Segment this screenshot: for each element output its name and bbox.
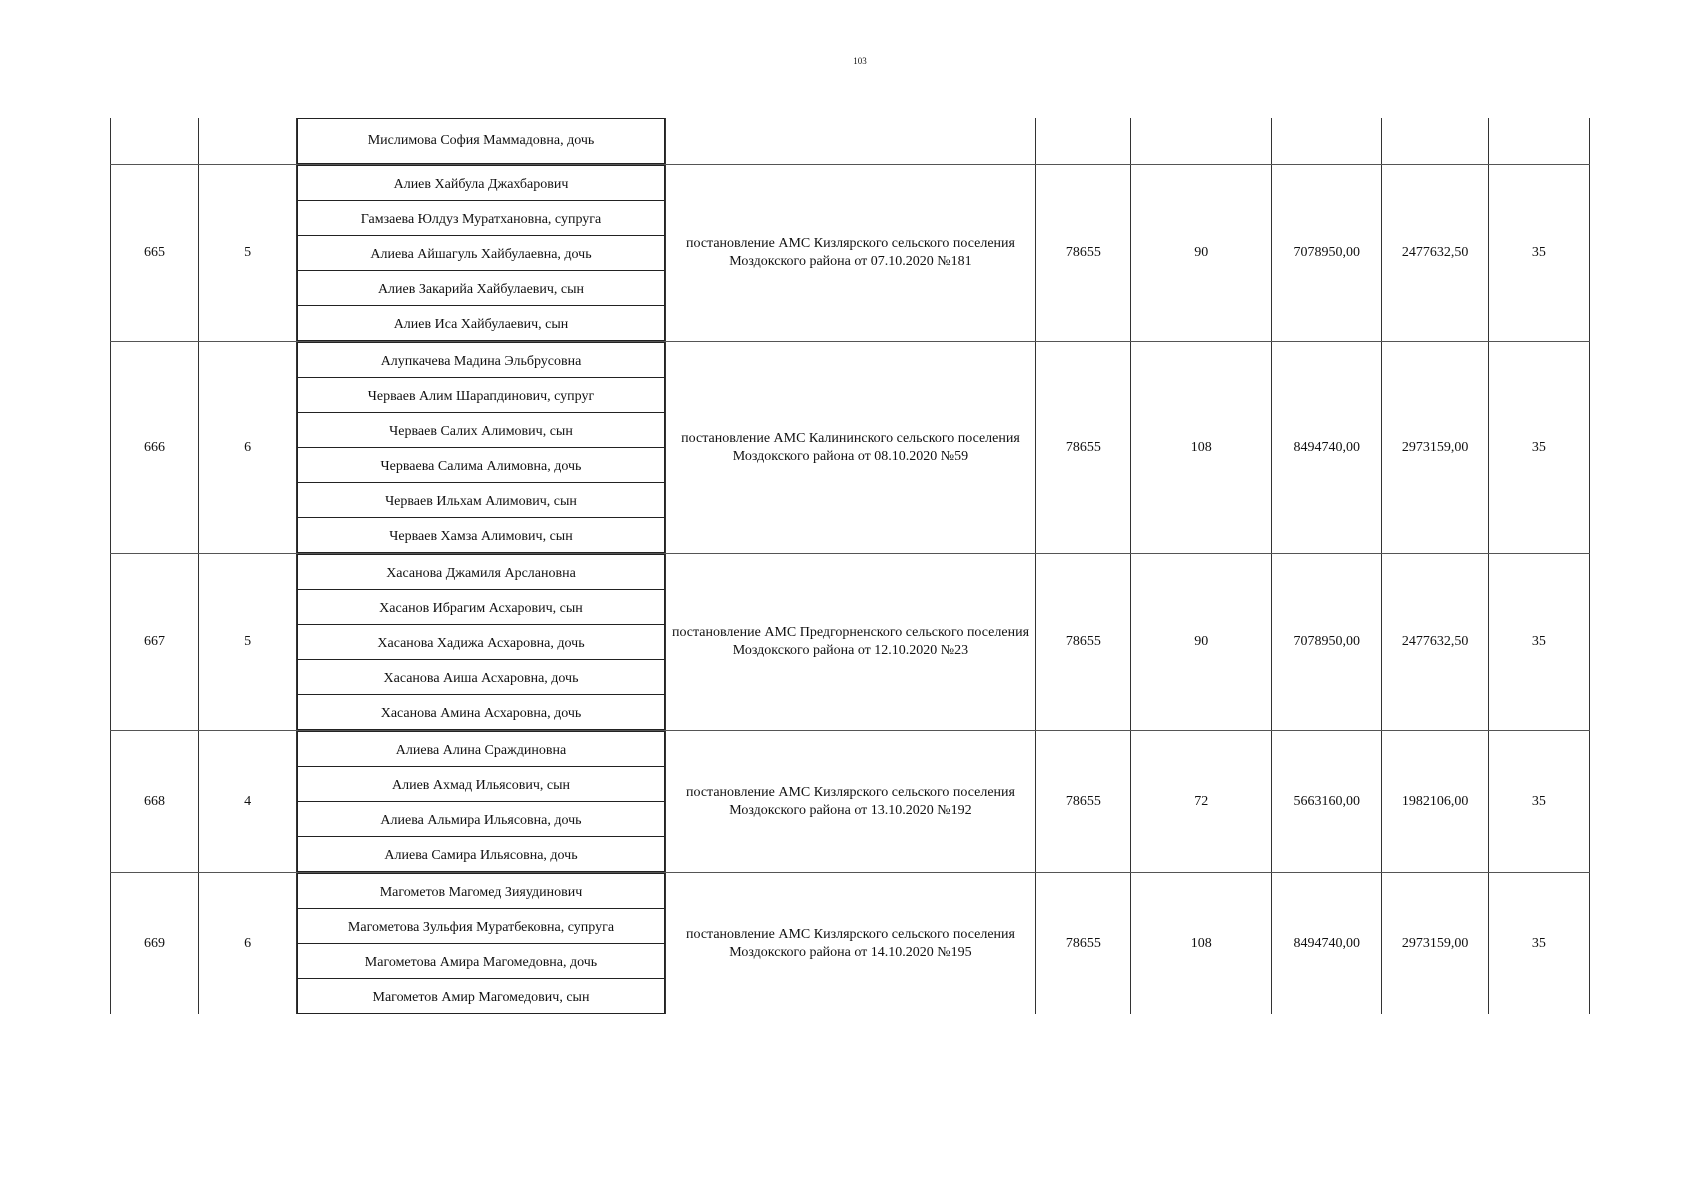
page-number: 103 (853, 56, 867, 66)
family-member-name: Алиев Иса Хайбулаевич, сын (297, 305, 664, 341)
table-row (111, 731, 1590, 873)
family-member-name: Черваев Хамза Алимович, сын (297, 517, 664, 553)
family-member-name: Черваева Салима Алимовна, дочь (297, 447, 664, 483)
family-member-name: Магометов Магомед Зияудинович (297, 873, 664, 909)
table-row (111, 165, 1590, 342)
decree-reference (665, 165, 1036, 342)
subsidy-amount: 1982106,00 (1382, 731, 1488, 873)
price-per-sqm: 78655 (1036, 873, 1131, 1015)
subsidy-percent: 35 (1488, 165, 1589, 342)
table-row (111, 342, 1590, 554)
price-per-sqm: 78655 (1036, 342, 1131, 554)
decree-text: постановление АМС Предгорненского сельского поселения Моздокского района от 12.10.2020 №23 (671, 625, 1030, 658)
family-members (297, 554, 665, 731)
family-member-name: Черваев Салих Алимович, сын (297, 412, 664, 448)
family-member-name: Алиева Айшагуль Хайбулаевна, дочь (297, 235, 664, 271)
family-member-name: Хасанова Амина Асхаровна, дочь (297, 694, 664, 730)
subsidy-percent: 35 (1488, 731, 1589, 873)
family-member-name: Хасанова Джамиля Арслановна (297, 554, 664, 590)
decree-text: постановление АМС Кизлярского сельского поселения Моздокского района от 14.10.2020 №195 (685, 926, 1015, 960)
decree-text: постановление АМС Калининского сельского поселения Моздокского района от 08.10.2020 №59 (681, 430, 1020, 464)
family-member-name: Хасанова Хадижа Асхаровна, дочь (297, 624, 664, 660)
housing-subsidy-table (110, 118, 1590, 1014)
family-size: 6 (199, 342, 297, 554)
family-member-name: Хасанов Ибрагим Асхарович, сын (297, 589, 664, 625)
row-number: 666 (111, 342, 199, 554)
table-row-continuation (111, 118, 1590, 165)
family-member-name: Мислимова София Маммадовна, дочь (297, 118, 664, 164)
subsidy-percent: 35 (1488, 342, 1589, 554)
area-sqm: 108 (1131, 873, 1272, 1015)
decree-reference (665, 554, 1036, 731)
family-member-name: Магометова Амира Магомедовна, дочь (297, 943, 664, 979)
family-member-name: Черваев Алим Шарапдинович, супруг (297, 377, 664, 413)
family-members (297, 342, 665, 554)
family-members (297, 873, 665, 1015)
family-member-name: Хасанова Аиша Асхаровна, дочь (297, 659, 664, 695)
decree-reference (665, 731, 1036, 873)
family-member-name: Алиев Ахмад Ильясович, сын (297, 766, 664, 802)
family-member-name: Магометов Амир Магомедович, сын (297, 978, 664, 1014)
family-member-name: Алиева Алина Сраждиновна (297, 731, 664, 767)
row-number: 667 (111, 554, 199, 731)
total-cost: 5663160,00 (1272, 731, 1382, 873)
family-member-name: Гамзаева Юлдуз Муратхановна, супруга (297, 200, 664, 236)
family-size: 5 (199, 554, 297, 731)
row-number: 669 (111, 873, 199, 1015)
total-cost: 7078950,00 (1272, 165, 1382, 342)
area-sqm: 90 (1131, 554, 1272, 731)
family-member-name: Черваев Ильхам Алимович, сын (297, 482, 664, 518)
price-per-sqm: 78655 (1036, 165, 1131, 342)
total-cost: 8494740,00 (1272, 873, 1382, 1015)
area-sqm: 72 (1131, 731, 1272, 873)
row-number: 668 (111, 731, 199, 873)
family-member-name: Алиева Альмира Ильясовна, дочь (297, 801, 664, 837)
total-cost: 8494740,00 (1272, 342, 1382, 554)
subsidy-amount: 2973159,00 (1382, 873, 1488, 1015)
decree-reference (665, 342, 1036, 554)
table-body (111, 118, 1590, 1014)
decree-text: постановление АМС Кизлярского сельского поселения Моздокского района от 13.10.2020 №192 (685, 784, 1015, 818)
area-sqm: 90 (1131, 165, 1272, 342)
price-per-sqm: 78655 (1036, 554, 1131, 731)
subsidy-amount: 2477632,50 (1382, 165, 1488, 342)
family-member-name: Алиев Хайбула Джахбарович (297, 165, 664, 201)
family-member-name: Алупкачева Мадина Эльбрусовна (297, 342, 664, 378)
subsidy-percent: 35 (1488, 554, 1589, 731)
family-size: 4 (199, 731, 297, 873)
subsidy-amount: 2477632,50 (1382, 554, 1488, 731)
row-number: 665 (111, 165, 199, 342)
family-member-name: Алиев Закарийа Хайбулаевич, сын (297, 270, 664, 306)
price-per-sqm: 78655 (1036, 731, 1131, 873)
family-member-name: Магометова Зульфия Муратбековна, супруга (297, 908, 664, 944)
family-size: 6 (199, 873, 297, 1015)
subsidy-percent: 35 (1488, 873, 1589, 1015)
total-cost: 7078950,00 (1272, 554, 1382, 731)
family-member-name: Алиева Самира Ильясовна, дочь (297, 836, 664, 872)
area-sqm: 108 (1131, 342, 1272, 554)
subsidy-amount: 2973159,00 (1382, 342, 1488, 554)
decree-text: постановление АМС Кизлярского сельского поселения Моздокского района от 07.10.2020 №181 (685, 236, 1015, 269)
family-size: 5 (199, 165, 297, 342)
decree-reference (665, 873, 1036, 1015)
family-members (297, 731, 665, 873)
table-row (111, 873, 1590, 1015)
family-members (297, 165, 665, 342)
table-row (111, 554, 1590, 731)
